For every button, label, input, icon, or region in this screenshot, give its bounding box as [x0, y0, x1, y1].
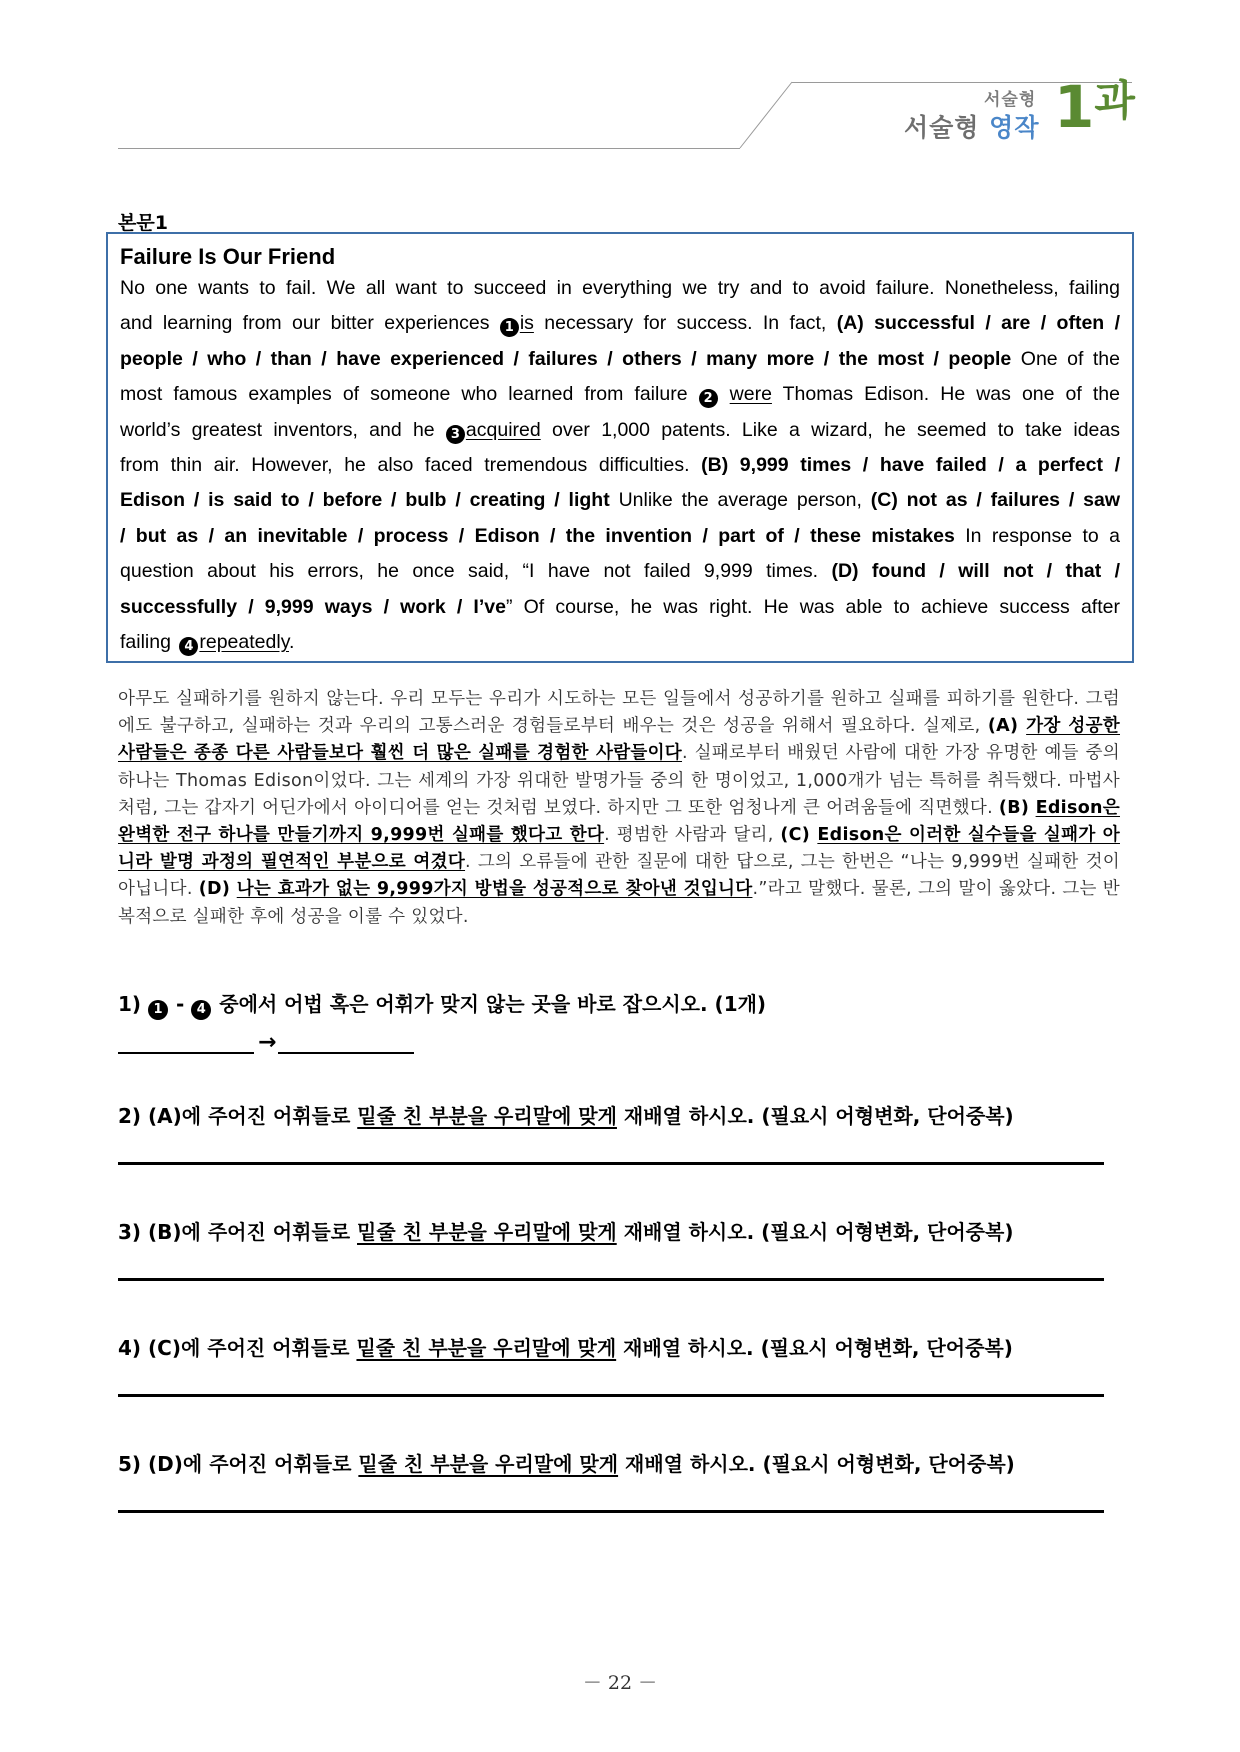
question-underlined: 밑줄 친 부분을 우리말에 맞게 — [357, 1220, 617, 1244]
question-label: (D)에 주어진 어휘들로 — [148, 1452, 352, 1476]
circled-number-4-icon: 4 — [191, 1000, 211, 1020]
scrambled-words: (A) successful / are / often / people / who / than / have experienced / failures / others / many more / the most / people — [120, 312, 1120, 370]
underlined-translation: 나는 효과가 없는 9,999가지 방법을 성공적으로 찾아낸 것입니다 — [236, 879, 753, 900]
question-rest: 재배열 하시오. (필요시 어형변화, 단어중복) — [623, 1220, 1014, 1244]
answer-blank-correct[interactable] — [278, 1052, 414, 1054]
korean-translation: 아무도 실패하기를 원하지 않는다. 우리 모두는 우리가 시도하는 모든 일들에서 성공하기를 원하고 실패를 피하기를 원한다. 그럼에도 불구하고, 실패하는 것과 우리의 고통스러운 경험들로부터 배우는 것은 성공을 위해서 필요하다. 실제로, (A) 가장 성공한 사람들은 종종 다른 사람들보다 훨씬 더 많은 실패를 경험한 사람들이다. 실패로부터 배웠던 사람에 대한 가장 유명한 예들 중의 하나는 Thomas Edison이었다. 그는 세계의 가장 위대한 발명가들 중의 한 명이었고, 1,000개가 넘는 특허를 취득했다. 마법사처럼, 그는 갑자기 어딘가에서 아이디어를 얻는 것처럼 보였다. 하지만 그 또한 엄청나게 큰 어려움들에 직면했다. (B) Edison은 완벽한 전구 하나를 만들기까지 9,999번 실패를 했다고 한다. 평범한 사람과 달리, (C) Edison은 이러한 실수들을 실패가 아니라 발명 과정의 필연적인 부분으로 여겼다. 그의 오류들에 관한 질문에 대한 답으로, 그는 한번은 “나는 9,999번 실패한 것이 아닙니다. (D) 나는 효과가 없는 9,999가지 방법을 성공적으로 찾아낸 것입니다.”라고 말했다. 물론, 그의 말이 옳았다. 그는 반복적으로 실패한 후에 성공을 이룰 수 있었다. — [118, 689, 1120, 927]
range-separator: - — [176, 992, 185, 1016]
question-number: 2) — [118, 1104, 142, 1128]
question-underlined: 밑줄 친 부분을 우리말에 맞게 — [358, 1452, 619, 1476]
circled-number-2-icon: 2 — [699, 389, 718, 408]
translation-label: (C) — [780, 825, 818, 846]
underlined-target: were — [729, 383, 772, 406]
underlined-target: acquired — [465, 418, 541, 441]
question-number: 4) — [118, 1336, 142, 1360]
question-rest: 재배열 하시오. (필요시 어형변화, 단어중복) — [623, 1104, 1014, 1128]
header-title — [904, 108, 1039, 144]
question-underlined: 밑줄 친 부분을 우리말에 맞게 — [357, 1104, 617, 1128]
question-5 — [118, 1448, 1015, 1477]
circled-number-3-icon: 3 — [446, 425, 465, 444]
scrambled-words: (B) 9,999 times / have failed / a perfect / Edison / is said to / before / bulb / creating / light — [120, 454, 1120, 512]
lesson-number-digit: 1 — [1054, 73, 1095, 141]
question-2 — [118, 1100, 1014, 1129]
circled-number-4-icon: 4 — [179, 637, 198, 656]
question-number: 1) — [118, 992, 142, 1016]
underlined-target: is — [519, 312, 534, 335]
answer-line-3[interactable] — [118, 1278, 1104, 1281]
passage-text: No one wants to fail. We all want to succeed in everything we try and to avoid failure. Nonetheless, failing and learning from our bitter experiences 1 is necessary for success. In fact, (A) successful / are / often / people / who / than / have experienced / failures / others / many more / the most / people One of the most famous examples of someone who learned from failure 2 were Thomas Edison. He was one of the world’s greatest inventors, and he 3 acquired over 1,000 patents. Like a wizard, he seemed to take ideas from thin air. However, he also faced tremendous difficulties. (B) 9,999 times / have failed / a perfect / Edison / is said to / before / bulb / creating / light Unlike the average person, (C) not as / failures / saw / but as / an inevitable / process / Edison / the invention / part of / these mistakes In response to a question about his errors, he once said, “I have not failed 9,999 times. (D) found / will not / that / successfully / 9,999 ways / work / I’ve” Of course, he was right. He was able to achieve success after failing 4 repeatedly. — [120, 277, 1120, 655]
translation-label: (A) — [987, 716, 1027, 737]
passage-title: Failure Is Our Friend — [120, 244, 336, 269]
scrambled-words: (D) found / will not / that / successfully / 9,999 ways / work / I’ve — [120, 560, 1120, 618]
question-rest: 재배열 하시오. (필요시 어형변화, 단어중복) — [623, 1336, 1013, 1360]
answer-line-5[interactable] — [118, 1510, 1104, 1513]
lesson-number — [1054, 73, 1135, 141]
header-subtitle: 서술형 — [984, 90, 1037, 110]
question-label: (C)에 주어진 어휘들로 — [148, 1336, 350, 1360]
question-underlined: 밑줄 친 부분을 우리말에 맞게 — [356, 1336, 617, 1360]
scrambled-words: (C) not as / failures / saw / but as / an inevitable / process / Edison / the invention / part of / these mistakes — [120, 489, 1120, 547]
arrow-right-icon: → — [258, 1030, 277, 1055]
underlined-translation: Edison은 완벽한 전구 하나를 만들기까지 9,999번 실패를 했다고 한다 — [118, 797, 1120, 846]
translation-label: (D) — [198, 879, 237, 900]
underlined-translation: Edison은 이러한 실수들을 실패가 아니라 발명 과정의 필연적인 부분으로 여겼다 — [118, 825, 1120, 873]
underlined-translation: 가장 성공한 사람들은 종종 다른 사람들보다 훨씬 더 많은 실패를 경험한 사람들이다 — [118, 716, 1120, 764]
answer-line-2[interactable] — [118, 1162, 1104, 1165]
answer-line-4[interactable] — [118, 1394, 1104, 1397]
header-title-blue: 영작 — [989, 113, 1040, 142]
translation-label: (B) — [998, 797, 1036, 818]
question-label: (B)에 주어진 어휘들로 — [148, 1220, 351, 1244]
question-text: 중에서 어법 혹은 어휘가 맞지 않는 곳을 바로 잡으시오. (1개) — [219, 992, 767, 1016]
question-rest: 재배열 하시오. (필요시 어형변화, 단어중복) — [625, 1452, 1015, 1476]
section-label: 본문1 — [118, 212, 168, 234]
lesson-number-suffix: 과 — [1094, 76, 1135, 125]
circled-number-1-icon: 1 — [500, 318, 519, 337]
passage-box — [106, 232, 1134, 663]
page-number: － 22 － — [582, 1672, 658, 1694]
circled-number-1-icon: 1 — [148, 1000, 168, 1020]
question-label: (A)에 주어진 어휘들로 — [148, 1104, 351, 1128]
answer-blank-wrong[interactable] — [118, 1052, 254, 1054]
question-number: 3) — [118, 1220, 142, 1244]
header-title-gray: 서술형 — [904, 113, 980, 142]
question-3 — [118, 1216, 1013, 1245]
question-1 — [118, 988, 766, 1020]
underlined-target: repeatedly — [199, 631, 289, 654]
question-4 — [118, 1332, 1013, 1361]
question-number: 5) — [118, 1452, 142, 1476]
